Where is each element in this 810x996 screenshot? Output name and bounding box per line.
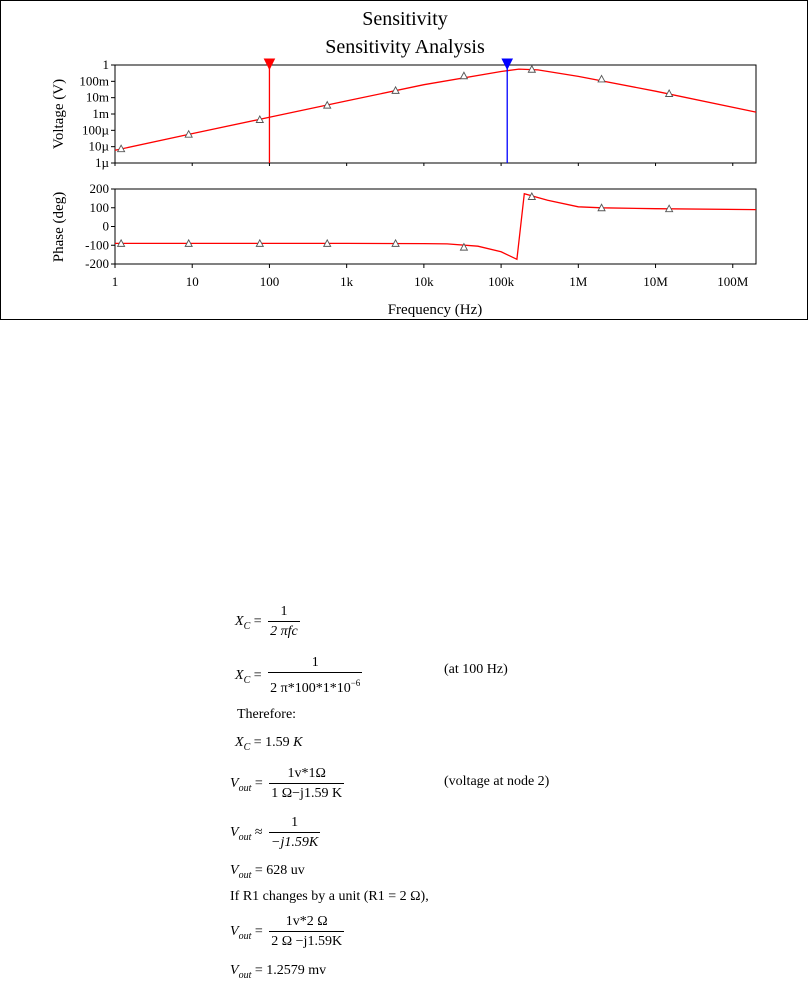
fraction-numerator: 1 <box>291 815 299 830</box>
voltage-series-line <box>115 69 756 150</box>
equals-sign: = <box>254 963 263 978</box>
cursor-flag-icon <box>264 59 274 69</box>
fraction <box>269 814 320 852</box>
fraction-denominator <box>268 672 362 698</box>
xc-value: 1.59 <box>265 735 290 750</box>
equation-xc-definition <box>235 603 303 641</box>
phase-axis-label: Phase (deg) <box>51 191 67 263</box>
x-tick-label: 1k <box>340 274 354 289</box>
voltage-plot-area <box>115 65 756 163</box>
equation-vout-result <box>230 962 326 985</box>
chart-subtitle: Sensitivity Analysis <box>325 36 485 58</box>
xc-subscript: C <box>243 675 251 687</box>
equals-sign: = <box>254 924 263 940</box>
vout-symbol: V <box>230 963 239 978</box>
sensitivity-chart <box>1 1 809 321</box>
vout-value: 628 uv <box>266 863 305 878</box>
phase-y-tick-label: 0 <box>102 218 109 234</box>
equation-vout-628uv <box>230 862 305 885</box>
x-axis-label: Frequency (Hz) <box>387 302 483 318</box>
x-tick-label: 10 <box>185 274 199 289</box>
xc-unit: K <box>293 735 303 750</box>
xc-subscript: C <box>243 621 251 633</box>
equation-xc-value <box>235 734 302 757</box>
xc-symbol: X <box>235 735 244 750</box>
voltage-y-tick-label: 10µ <box>88 138 109 154</box>
voltage-y-tick-label: 1µ <box>95 155 109 170</box>
fraction-numerator: 1 <box>311 655 319 670</box>
note-voltage-node2: (voltage at node 2) <box>444 774 550 789</box>
fraction <box>269 765 344 803</box>
fraction <box>269 913 344 951</box>
x-tick-label: 100k <box>488 274 515 289</box>
chart-marks <box>79 57 756 289</box>
equals-sign: = <box>253 668 262 684</box>
xc-symbol: X <box>235 614 244 630</box>
x-tick-label: 10k <box>414 274 434 289</box>
approx-sign: ≈ <box>254 825 263 841</box>
fraction-numerator: 1v*1Ω <box>287 766 326 781</box>
vout-subscript: out <box>238 870 252 881</box>
vout-symbol: V <box>230 776 239 792</box>
vout-subscript: out <box>238 783 252 795</box>
equals-sign: = <box>254 776 263 792</box>
voltage-y-tick-label: 10m <box>85 89 109 105</box>
equation-vout-r1-2ohm <box>230 913 347 951</box>
equation-vout-node2 <box>230 765 347 803</box>
voltage-data-marker <box>460 72 467 79</box>
equation-xc-at-100hz <box>235 654 365 698</box>
vout-symbol: V <box>230 924 239 940</box>
phase-y-tick-label: 200 <box>89 181 109 196</box>
sensitivity-chart-frame <box>0 0 808 320</box>
x-tick-label: 1M <box>569 274 588 289</box>
voltage-y-tick-label: 1 <box>102 57 109 72</box>
denominator-exponent: −6 <box>350 678 361 688</box>
r1-change-text: If R1 changes by a unit (R1 = 2 Ω), <box>230 889 429 904</box>
equation-vout-approx <box>230 814 323 852</box>
voltage-data-marker <box>598 75 605 82</box>
fraction-denominator: −j1.59K <box>269 832 320 852</box>
fraction <box>268 654 362 698</box>
note-at-100hz: (at 100 Hz) <box>444 662 508 677</box>
x-tick-label: 10M <box>643 274 668 289</box>
vout-subscript: out <box>238 931 252 943</box>
equals-sign: = <box>253 735 262 750</box>
fraction <box>268 603 300 641</box>
vout-subscript: out <box>238 832 252 844</box>
phase-y-tick-label: -200 <box>85 256 109 271</box>
fraction-denominator: 1 Ω−j1.59 K <box>269 783 344 803</box>
fraction-denominator: 2 Ω −j1.59K <box>269 931 344 951</box>
x-tick-label: 1 <box>111 274 119 289</box>
voltage-axis-label: Voltage (V) <box>51 78 67 150</box>
vout-symbol: V <box>230 825 239 841</box>
fraction-numerator: 1v*2 Ω <box>285 914 328 929</box>
xc-subscript: C <box>243 742 251 753</box>
x-tick-label: 100 <box>259 274 280 289</box>
cursor-flag-icon <box>502 59 512 69</box>
vout-subscript: out <box>238 970 252 981</box>
phase-y-tick-label: -100 <box>85 237 109 253</box>
fraction-numerator: 1 <box>280 604 288 619</box>
x-tick-label: 100M <box>717 274 749 289</box>
phase-y-tick-label: 100 <box>89 199 109 215</box>
therefore-label: Therefore: <box>237 707 297 722</box>
xc-symbol: X <box>235 668 244 684</box>
chart-title: Sensitivity <box>362 8 448 30</box>
denominator-base: 2 π*100*1*10 <box>270 681 351 696</box>
equals-sign: = <box>253 614 262 630</box>
voltage-y-tick-label: 100µ <box>82 122 109 138</box>
equals-sign: = <box>254 863 263 878</box>
voltage-y-tick-label: 100m <box>79 73 109 89</box>
vout-symbol: V <box>230 863 239 878</box>
voltage-y-tick-label: 1m <box>92 106 109 121</box>
vout-result-value: 1.2579 mv <box>266 963 327 978</box>
phase-series-line <box>115 194 756 260</box>
fraction-denominator: 2 πfc <box>268 621 300 641</box>
phase-plot-area <box>115 189 756 264</box>
